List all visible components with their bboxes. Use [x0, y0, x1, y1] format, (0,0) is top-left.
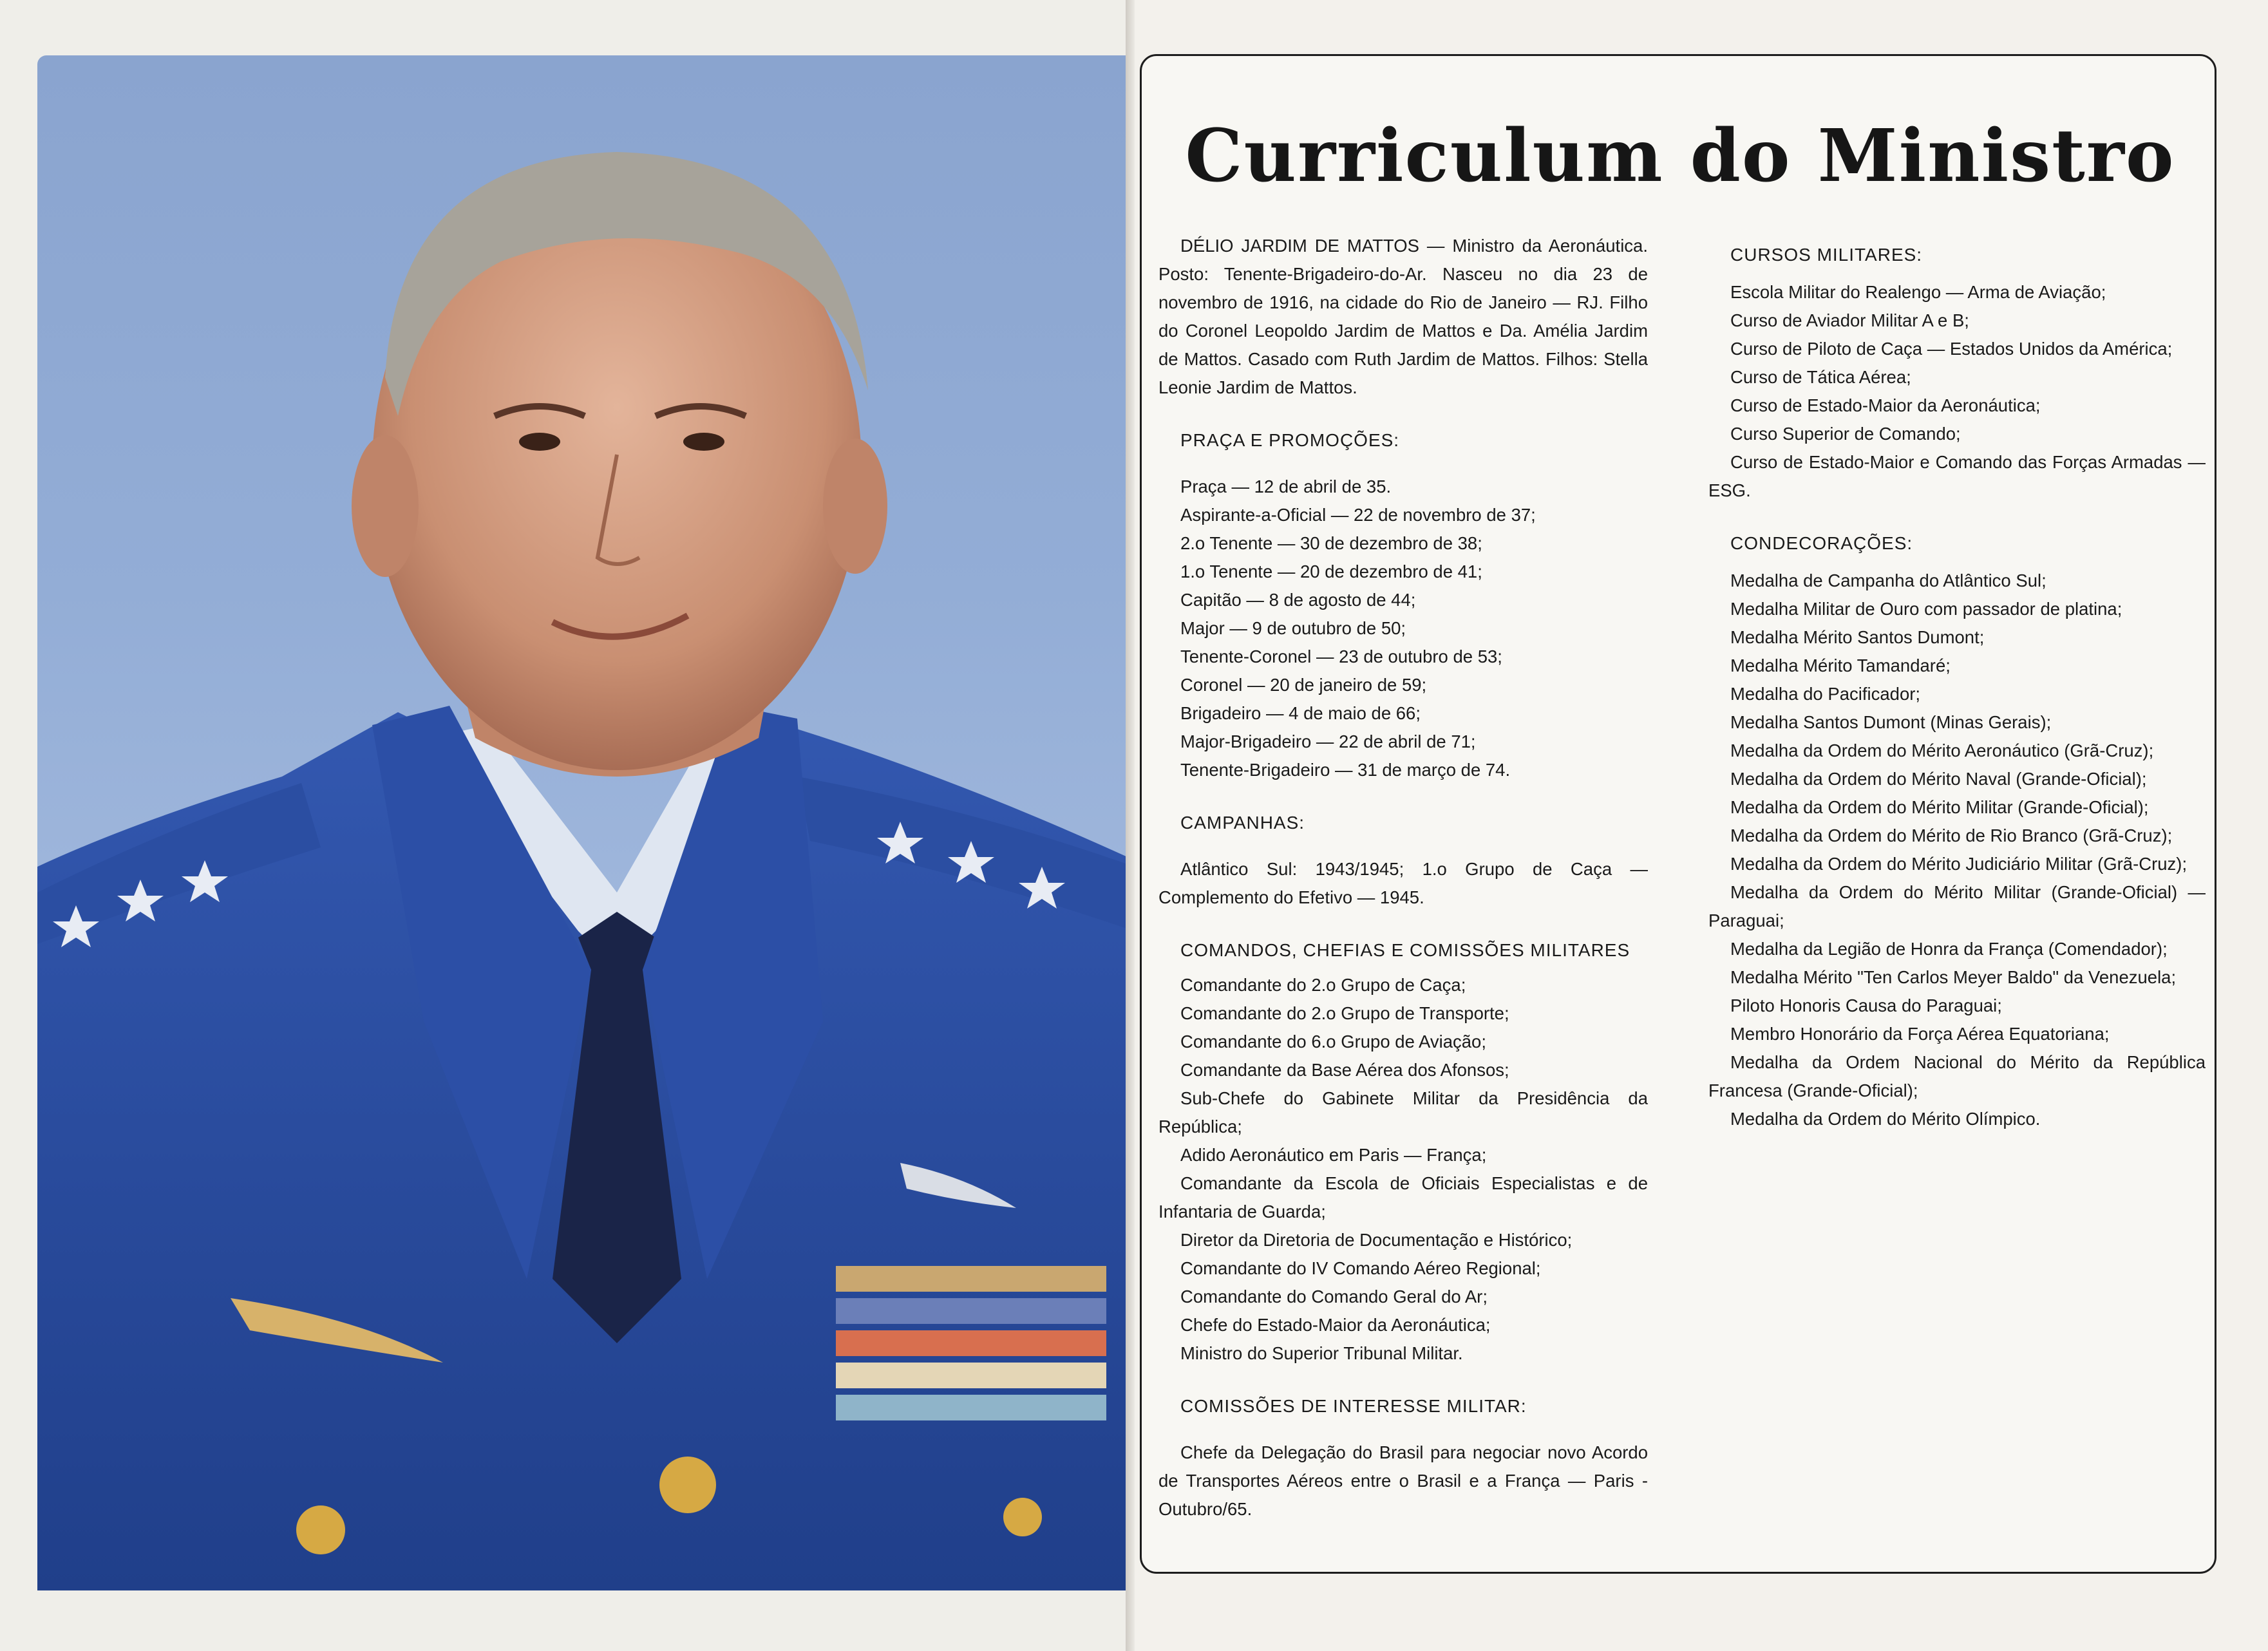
list-item: Chefe do Estado-Maior da Aeronáutica;	[1180, 1315, 1491, 1335]
list-item: Sub-Chefe do Gabinete Militar da Presidência da República;	[1158, 1088, 1648, 1137]
list-item: Tenente-Brigadeiro — 31 de março de 74.	[1180, 760, 1511, 780]
list-item: Piloto Honoris Causa do Paraguai;	[1730, 995, 2002, 1015]
list-item: Medalha de Campanha do Atlântico Sul;	[1730, 571, 2046, 590]
section-heading-condecoracoes: CONDECORAÇÕES:	[1730, 533, 1913, 553]
list-item: Curso de Estado-Maior e Comando das Forças Armadas — ESG.	[1708, 452, 2206, 500]
list-item: Comandante da Base Aérea dos Afonsos;	[1180, 1060, 1509, 1080]
list-item: Escola Militar do Realengo — Arma de Aviação;	[1730, 282, 2106, 302]
list-item: Tenente-Coronel — 23 de outubro de 53;	[1180, 646, 1502, 666]
list-item: 2.o Tenente — 30 de dezembro de 38;	[1180, 533, 1482, 553]
list-item: Comandante do 2.o Grupo de Transporte;	[1180, 1003, 1509, 1023]
list-item: Adido Aeronáutico em Paris — França;	[1180, 1145, 1487, 1165]
list-item: Medalha Mérito Santos Dumont;	[1730, 627, 1985, 647]
section-heading-campanhas: CAMPANHAS:	[1180, 813, 1305, 833]
curriculum-frame	[1140, 54, 2216, 1574]
list-item: Medalha Santos Dumont (Minas Gerais);	[1730, 712, 2052, 732]
intro-paragraph: DÉLIO JARDIM DE MATTOS — Ministro da Aeronáutica. Posto: Tenente-Brigadeiro-do-Ar. Nasceu no dia 23 de novembro de 1916, na cidade do Rio de Janeiro — RJ. Filho do Coronel Leopoldo Jardim de Mattos e Da. Amélia Jardim de Mattos. Casado com Ruth Jardim de Mattos. Filhos: Stella Leonie Jardim de Mattos.	[1158, 236, 1648, 397]
section-heading-comandos: COMANDOS, CHEFIAS E COMISSÕES MILITARES	[1180, 940, 1630, 960]
list-item: Brigadeiro — 4 de maio de 66;	[1180, 703, 1421, 723]
section-heading-praca: PRAÇA E PROMOÇÕES:	[1180, 430, 1400, 450]
list-item: Comandante do 6.o Grupo de Aviação;	[1180, 1032, 1486, 1052]
list-item: Curso de Piloto de Caça — Estados Unidos da América;	[1730, 339, 2173, 359]
list-item: Capitão — 8 de agosto de 44;	[1180, 590, 1416, 610]
list-item: Diretor da Diretoria de Documentação e Histórico;	[1180, 1230, 1573, 1250]
portrait-illustration	[37, 55, 1135, 1590]
list-item: Comandante do IV Comando Aéreo Regional;	[1180, 1258, 1541, 1278]
section-heading-cursos: CURSOS MILITARES:	[1730, 245, 1923, 265]
list-item: Major-Brigadeiro — 22 de abril de 71;	[1180, 731, 1476, 751]
list-item: Coronel — 20 de janeiro de 59;	[1180, 675, 1427, 695]
list-item: Medalha Militar de Ouro com passador de platina;	[1730, 599, 2122, 619]
list-item: Medalha do Pacificador;	[1730, 684, 1921, 704]
page-title: Curriculum do Ministro	[1185, 114, 2175, 198]
list-item: 1.o Tenente — 20 de dezembro de 41;	[1180, 561, 1482, 581]
list-item: Medalha da Ordem do Mérito Olímpico.	[1730, 1109, 2041, 1129]
list-item: Medalha da Legião de Honra da França (Comendador);	[1730, 939, 2168, 959]
comissoes-text: Chefe da Delegação do Brasil para negociar novo Acordo de Transportes Aéreos entre o Brasil e a França — Paris - Outubro/65.	[1158, 1442, 1648, 1519]
list-item: Medalha da Ordem Nacional do Mérito da República Francesa (Grande-Oficial);	[1708, 1052, 2206, 1100]
list-item: Aspirante-a-Oficial — 22 de novembro de 37;	[1180, 505, 1536, 525]
list-item: Medalha da Ordem do Mérito de Rio Branco (Grã-Cruz);	[1730, 826, 2173, 845]
list-item: Comandante da Escola de Oficiais Especialistas e de Infantaria de Guarda;	[1158, 1173, 1648, 1222]
right-column	[1708, 241, 2206, 1133]
list-item: Medalha Mérito Tamandaré;	[1730, 656, 1951, 675]
list-item: Medalha da Ordem do Mérito Naval (Grande-Oficial);	[1730, 769, 2147, 789]
list-item: Medalha da Ordem do Mérito Militar (Grande-Oficial);	[1730, 797, 2149, 817]
page-gutter	[1126, 0, 1135, 1651]
right-page	[1135, 0, 2268, 1651]
list-item: Curso de Estado-Maior da Aeronáutica;	[1730, 395, 2041, 415]
list-item: Praça — 12 de abril de 35.	[1180, 476, 1392, 496]
list-item: Medalha da Ordem do Mérito Judiciário Militar (Grã-Cruz);	[1730, 854, 2188, 874]
list-item: Curso Superior de Comando;	[1730, 424, 1961, 444]
list-item: Medalha da Ordem do Mérito Militar (Grande-Oficial) — Paraguai;	[1708, 882, 2206, 930]
list-item: Curso de Tática Aérea;	[1730, 367, 1911, 387]
list-item: Comandante do 2.o Grupo de Caça;	[1180, 975, 1466, 995]
left-column	[1158, 232, 1648, 1524]
campanhas-text: Atlântico Sul: 1943/1945; 1.o Grupo de Caça — Complemento do Efetivo — 1945.	[1158, 859, 1648, 907]
list-item: Major — 9 de outubro de 50;	[1180, 618, 1406, 638]
section-heading-comissoes: COMISSÕES DE INTERESSE MILITAR:	[1180, 1396, 1527, 1416]
list-item: Medalha Mérito "Ten Carlos Meyer Baldo" da Venezuela;	[1730, 967, 2177, 987]
list-item: Membro Honorário da Força Aérea Equatoriana;	[1730, 1024, 2110, 1044]
list-item: Medalha da Ordem do Mérito Aeronáutico (Grã-Cruz);	[1730, 741, 2154, 760]
list-item: Comandante do Comando Geral do Ar;	[1180, 1287, 1488, 1307]
list-item: Ministro do Superior Tribunal Militar.	[1180, 1343, 1463, 1363]
portrait-photo	[37, 55, 1135, 1590]
list-item: Curso de Aviador Militar A e B;	[1730, 310, 1969, 330]
